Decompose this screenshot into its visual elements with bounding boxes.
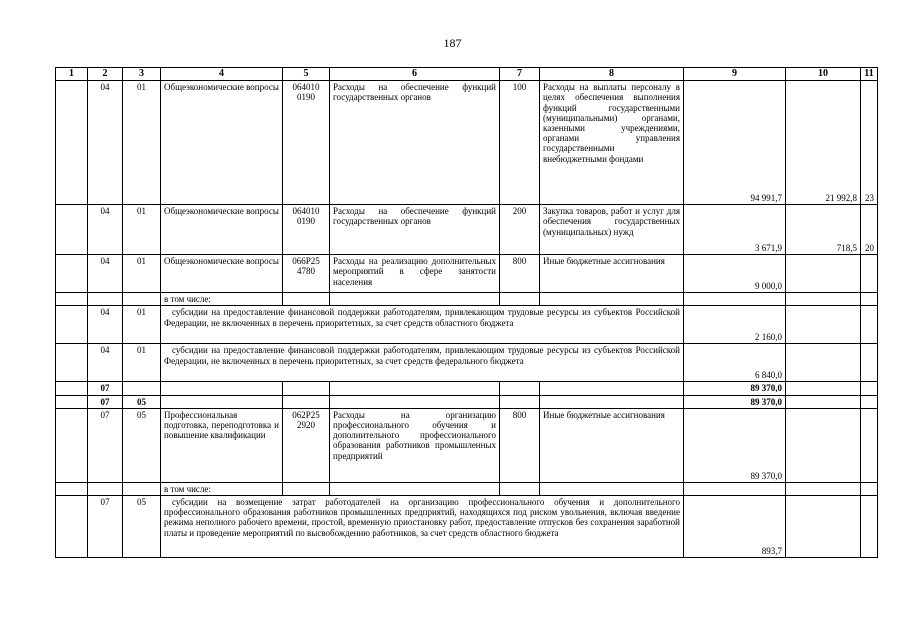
cell-empty [283,293,330,306]
cell-section: 04 [88,255,123,293]
cell-section-name: Общеэкономические вопросы [161,255,283,293]
cell-note: в том числе: [161,482,283,495]
cell-subsection: 05 [123,395,161,408]
cell-amount: 6 840,0 [684,344,786,382]
cell-empty [56,344,88,382]
cell-amount: 89 370,0 [684,382,786,395]
cell-expense-code: 200 [500,205,540,255]
table-row-subsidy [56,306,878,344]
cell-target-name: Расходы на обеспечение функций государственных органов [330,205,500,255]
cell-amount: 9 000,0 [684,255,786,293]
cell-amount-3 [861,408,878,482]
cell-empty [500,395,540,408]
cell-amount-3: 23 [861,81,878,205]
table-row [56,255,878,293]
cell-subsection: 01 [123,81,161,205]
header-cell: 8 [540,68,684,81]
cell-empty [786,344,861,382]
cell-subsidy-text: субсидии на возмещение затрат работодателей на организацию профессионального обучения и дополнительного профессионального образования работников промышленных предприятий, находящихся под риском увольнения, включая введение режима неполного рабочего времени, простой, временную приостановку работ, предоставление отпусков без сохранения заработной платы и проведение мероприятий по высвобождению работников, за счет средств областного бюджета [161,496,684,558]
cell-empty [786,382,861,395]
cell-expense-code: 800 [500,408,540,482]
cell-empty [861,382,878,395]
cell-amount: 2 160,0 [684,306,786,344]
cell-note: в том числе: [161,293,283,306]
cell-section-name: Общеэкономические вопросы [161,81,283,205]
cell-section: 04 [88,205,123,255]
cell-empty [56,306,88,344]
table-row-total [56,395,878,408]
cell-subsidy-text: субсидии на предоставление финансовой поддержки работодателям, привлекающим трудовые ресурсы из субъектов Российской Федерации, не включенных в перечень приоритетных, за счет средств областного бюджета [161,306,684,344]
cell-target-name: Расходы на организацию профессионального обучения и дополнительного профессионального образования работников промышленных предприятий [330,408,500,482]
cell-amount-2 [786,408,861,482]
cell-amount: 89 370,0 [684,395,786,408]
cell-section: 04 [88,81,123,205]
cell-target-name: Расходы на реализацию дополнительных мероприятий в сфере занятости населения [330,255,500,293]
cell-expense-code: 100 [500,81,540,205]
cell-target-code: 064010 0190 [283,81,330,205]
cell-amount-3: 20 [861,205,878,255]
cell-amount-3 [861,255,878,293]
cell-empty [861,293,878,306]
cell-subsection [123,382,161,395]
cell-empty [540,395,684,408]
table-row [56,408,878,482]
header-cell: 3 [123,68,161,81]
cell-target-name: Расходы на обеспечение функций государственных органов [330,81,500,205]
cell-empty [161,395,283,408]
table-row-subsidy [56,344,878,382]
cell-empty [786,482,861,495]
cell-section: 07 [88,496,123,558]
budget-table [55,67,878,558]
cell-target-code: 066P25 4780 [283,255,330,293]
cell-empty [330,293,500,306]
cell-empty [56,496,88,558]
cell-amount: 3 671,9 [684,205,786,255]
header-cell: 5 [283,68,330,81]
cell-amount-2: 718,5 [786,205,861,255]
cell-expense-name: Иные бюджетные ассигнования [540,255,684,293]
cell-section: 07 [88,395,123,408]
cell-subsection: 01 [123,306,161,344]
cell-empty [540,293,684,306]
header-cell: 11 [861,68,878,81]
cell-amount: 893,7 [684,496,786,558]
cell-empty [861,482,878,495]
cell-subsection: 05 [123,496,161,558]
cell-empty [88,293,123,306]
header-cell: 2 [88,68,123,81]
cell-target-code: 062P25 2920 [283,408,330,482]
cell-empty [283,395,330,408]
cell-subsection: 05 [123,408,161,482]
cell-empty [161,382,283,395]
cell-expense-name: Иные бюджетные ассигнования [540,408,684,482]
table-row [56,81,878,205]
cell-section: 04 [88,344,123,382]
cell-empty [56,81,88,205]
cell-empty [56,293,88,306]
cell-empty [123,293,161,306]
header-cell: 10 [786,68,861,81]
cell-empty [56,395,88,408]
cell-empty [56,482,88,495]
cell-amount-2 [786,255,861,293]
page-number: 187 [443,36,462,50]
cell-target-code: 064010 0190 [283,205,330,255]
cell-empty [786,293,861,306]
cell-subsection: 01 [123,205,161,255]
header-cell: 1 [56,68,88,81]
cell-empty [540,382,684,395]
table-row-total [56,382,878,395]
table-row-subsidy [56,496,878,558]
cell-empty [786,496,861,558]
cell-empty [500,293,540,306]
header-cell: 6 [330,68,500,81]
cell-amount-2: 21 992,8 [786,81,861,205]
cell-expense-name: Закупка товаров, работ и услуг для обеспечения государственных (муниципальных) нужд [540,205,684,255]
cell-empty [56,255,88,293]
cell-empty [684,482,786,495]
cell-section-name: Общеэкономические вопросы [161,205,283,255]
cell-empty [330,382,500,395]
cell-amount: 94 991,7 [684,81,786,205]
cell-section: 07 [88,382,123,395]
header-cell: 9 [684,68,786,81]
cell-empty [861,496,878,558]
cell-subsection: 01 [123,255,161,293]
cell-empty [861,395,878,408]
cell-expense-code: 800 [500,255,540,293]
cell-empty [330,482,500,495]
cell-section: 04 [88,306,123,344]
cell-empty [861,344,878,382]
cell-empty [283,382,330,395]
cell-empty [684,293,786,306]
cell-section: 07 [88,408,123,482]
header-cell: 4 [161,68,283,81]
cell-empty [500,382,540,395]
cell-empty [88,482,123,495]
header-row [56,68,878,81]
cell-empty [123,482,161,495]
cell-empty [540,482,684,495]
header-cell: 7 [500,68,540,81]
table-row-note [56,293,878,306]
cell-amount: 89 370,0 [684,408,786,482]
cell-empty [56,205,88,255]
cell-section-name: Профессиональная подготовка, переподготовка и повышение квалификации [161,408,283,482]
cell-empty [56,382,88,395]
cell-subsection: 01 [123,344,161,382]
table-row [56,205,878,255]
cell-expense-name: Расходы на выплаты персоналу в целях обеспечения выполнения функций государственными (муниципальными) органами, казенными учреждениями, органами управления государственными внебюджетными фондами [540,81,684,205]
table-row-note [56,482,878,495]
cell-empty [786,306,861,344]
cell-empty [56,408,88,482]
cell-empty [500,482,540,495]
cell-subsidy-text: субсидии на предоставление финансовой поддержки работодателям, привлекающим трудовые ресурсы из субъектов Российской Федерации, не включенных в перечень приоритетных, за счет средств федерального бюджета [161,344,684,382]
cell-empty [861,306,878,344]
cell-empty [283,482,330,495]
cell-empty [786,395,861,408]
cell-empty [330,395,500,408]
